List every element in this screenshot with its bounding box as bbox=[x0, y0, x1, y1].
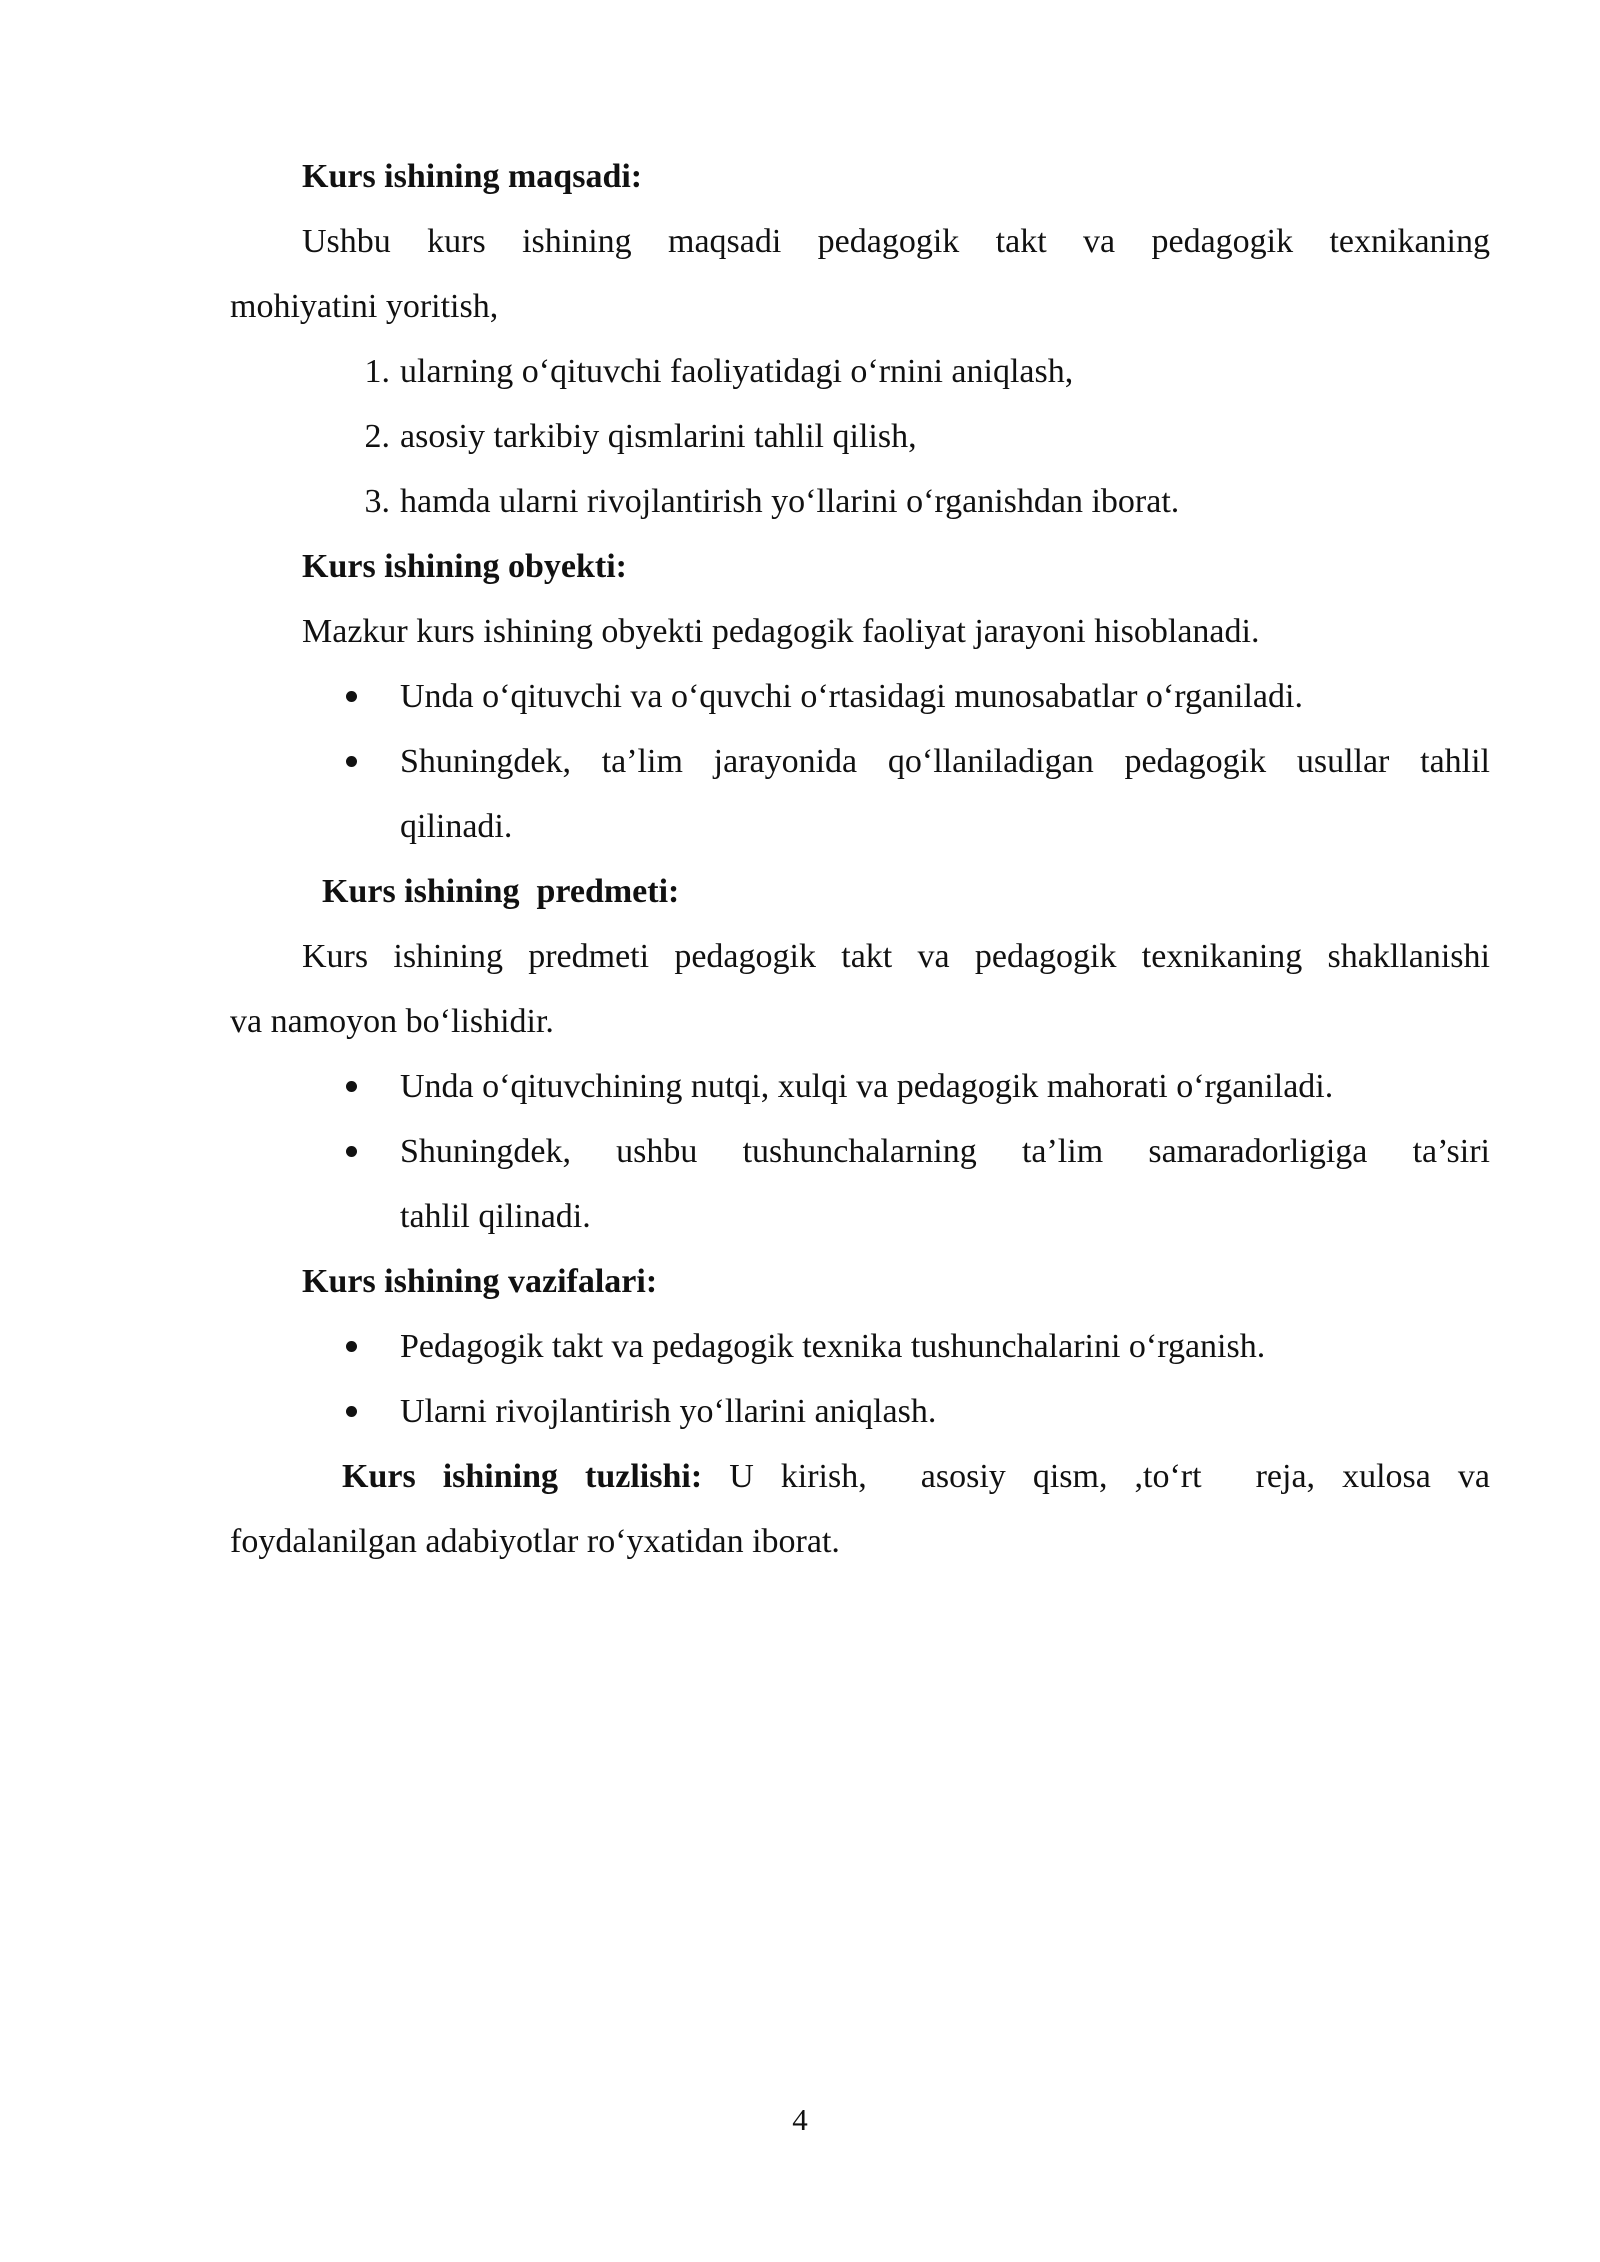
paragraph-tuzilish-line2: foydalanilgan adabiyotlar ro‘yxatidan iborat. bbox=[230, 1523, 840, 1560]
paragraph-maqsad-line1: Ushbu kurs ishining maqsadi pedagogik takt va pedagogik texnikaning bbox=[302, 223, 1490, 260]
predmet-bullet-list bbox=[230, 1054, 1490, 1249]
paragraph-tuzilish-line1 bbox=[230, 1444, 1490, 1509]
list-item-text-line1: Shuningdek, ta’lim jarayonida qo‘llaniladigan pedagogik usullar tahlil bbox=[400, 743, 1490, 780]
numbered-list-item bbox=[230, 404, 1490, 469]
numbered-list-item bbox=[230, 339, 1490, 404]
bullet-dot-icon bbox=[346, 1341, 357, 1352]
paragraph-maqsad bbox=[230, 209, 1490, 339]
paragraph-predmet bbox=[230, 924, 1490, 1054]
paragraph-predmet-line2: va namoyon bo‘lishidir. bbox=[230, 1003, 554, 1040]
vazifa-bullet-list bbox=[230, 1314, 1490, 1444]
list-number: 2. bbox=[364, 418, 390, 455]
list-number: 3. bbox=[364, 483, 390, 520]
bullet-dot-icon bbox=[346, 756, 357, 767]
heading-predmet: Kurs ishining predmeti: bbox=[322, 873, 680, 910]
list-item-text: Ularni rivojlantirish yo‘llarini aniqlash. bbox=[400, 1393, 937, 1430]
numbered-list-item bbox=[230, 469, 1490, 534]
heading-obyekt: Kurs ishining obyekti: bbox=[302, 548, 627, 585]
bullet-list-item bbox=[230, 664, 1490, 729]
maqsad-numbered-list bbox=[230, 339, 1490, 534]
heading-tuzilish: Kurs ishining tuzlishi: bbox=[342, 1458, 703, 1495]
page-number: 4 bbox=[792, 2102, 808, 2137]
list-item-text-line2: tahlil qilinadi. bbox=[400, 1198, 591, 1235]
bullet-list-item bbox=[230, 1314, 1490, 1379]
bullet-list-item bbox=[230, 729, 1490, 859]
heading-maqsad: Kurs ishining maqsadi: bbox=[302, 158, 643, 195]
bullet-dot-icon bbox=[346, 691, 357, 702]
list-item-text-line1: Shuningdek, ushbu tushunchalarning ta’lim samaradorligiga ta’siri bbox=[400, 1133, 1490, 1170]
list-item-text: Unda o‘qituvchi va o‘quvchi o‘rtasidagi munosabatlar o‘rganiladi. bbox=[400, 678, 1303, 715]
list-item-text: Unda o‘qituvchining nutqi, xulqi va pedagogik mahorati o‘rganiladi. bbox=[400, 1068, 1334, 1105]
list-item-text: ularning o‘qituvchi faoliyatidagi o‘rnini aniqlash, bbox=[400, 353, 1074, 390]
bullet-list-item bbox=[230, 1119, 1490, 1249]
paragraph-tuzilish-line1-text: U kirish, asosiy qism, ,to‘rt reja, xulosa va bbox=[702, 1458, 1490, 1495]
bullet-list-item bbox=[230, 1379, 1490, 1444]
list-item-text: asosiy tarkibiy qismlarini tahlil qilish, bbox=[400, 418, 917, 455]
bullet-dot-icon bbox=[346, 1406, 357, 1417]
paragraph-obyekt: Mazkur kurs ishining obyekti pedagogik faoliyat jarayoni hisoblanadi. bbox=[302, 613, 1260, 650]
list-number: 1. bbox=[364, 353, 390, 390]
bullet-dot-icon bbox=[346, 1081, 357, 1092]
bullet-dot-icon bbox=[346, 1146, 357, 1157]
obyekt-bullet-list bbox=[230, 664, 1490, 859]
list-item-text-line2: qilinadi. bbox=[400, 808, 513, 845]
paragraph-maqsad-line2: mohiyatini yoritish, bbox=[230, 288, 499, 325]
paragraph-tuzilish bbox=[230, 1444, 1490, 1574]
list-item-text: hamda ularni rivojlantirish yo‘llarini o‘rganishdan iborat. bbox=[400, 483, 1180, 520]
list-item-text: Pedagogik takt va pedagogik texnika tushunchalarini o‘rganish. bbox=[400, 1328, 1266, 1365]
heading-vazifa: Kurs ishining vazifalari: bbox=[302, 1263, 658, 1300]
bullet-list-item bbox=[230, 1054, 1490, 1119]
page-body bbox=[230, 144, 1490, 1574]
paragraph-predmet-line1: Kurs ishining predmeti pedagogik takt va pedagogik texnikaning shakllanishi bbox=[302, 938, 1490, 975]
